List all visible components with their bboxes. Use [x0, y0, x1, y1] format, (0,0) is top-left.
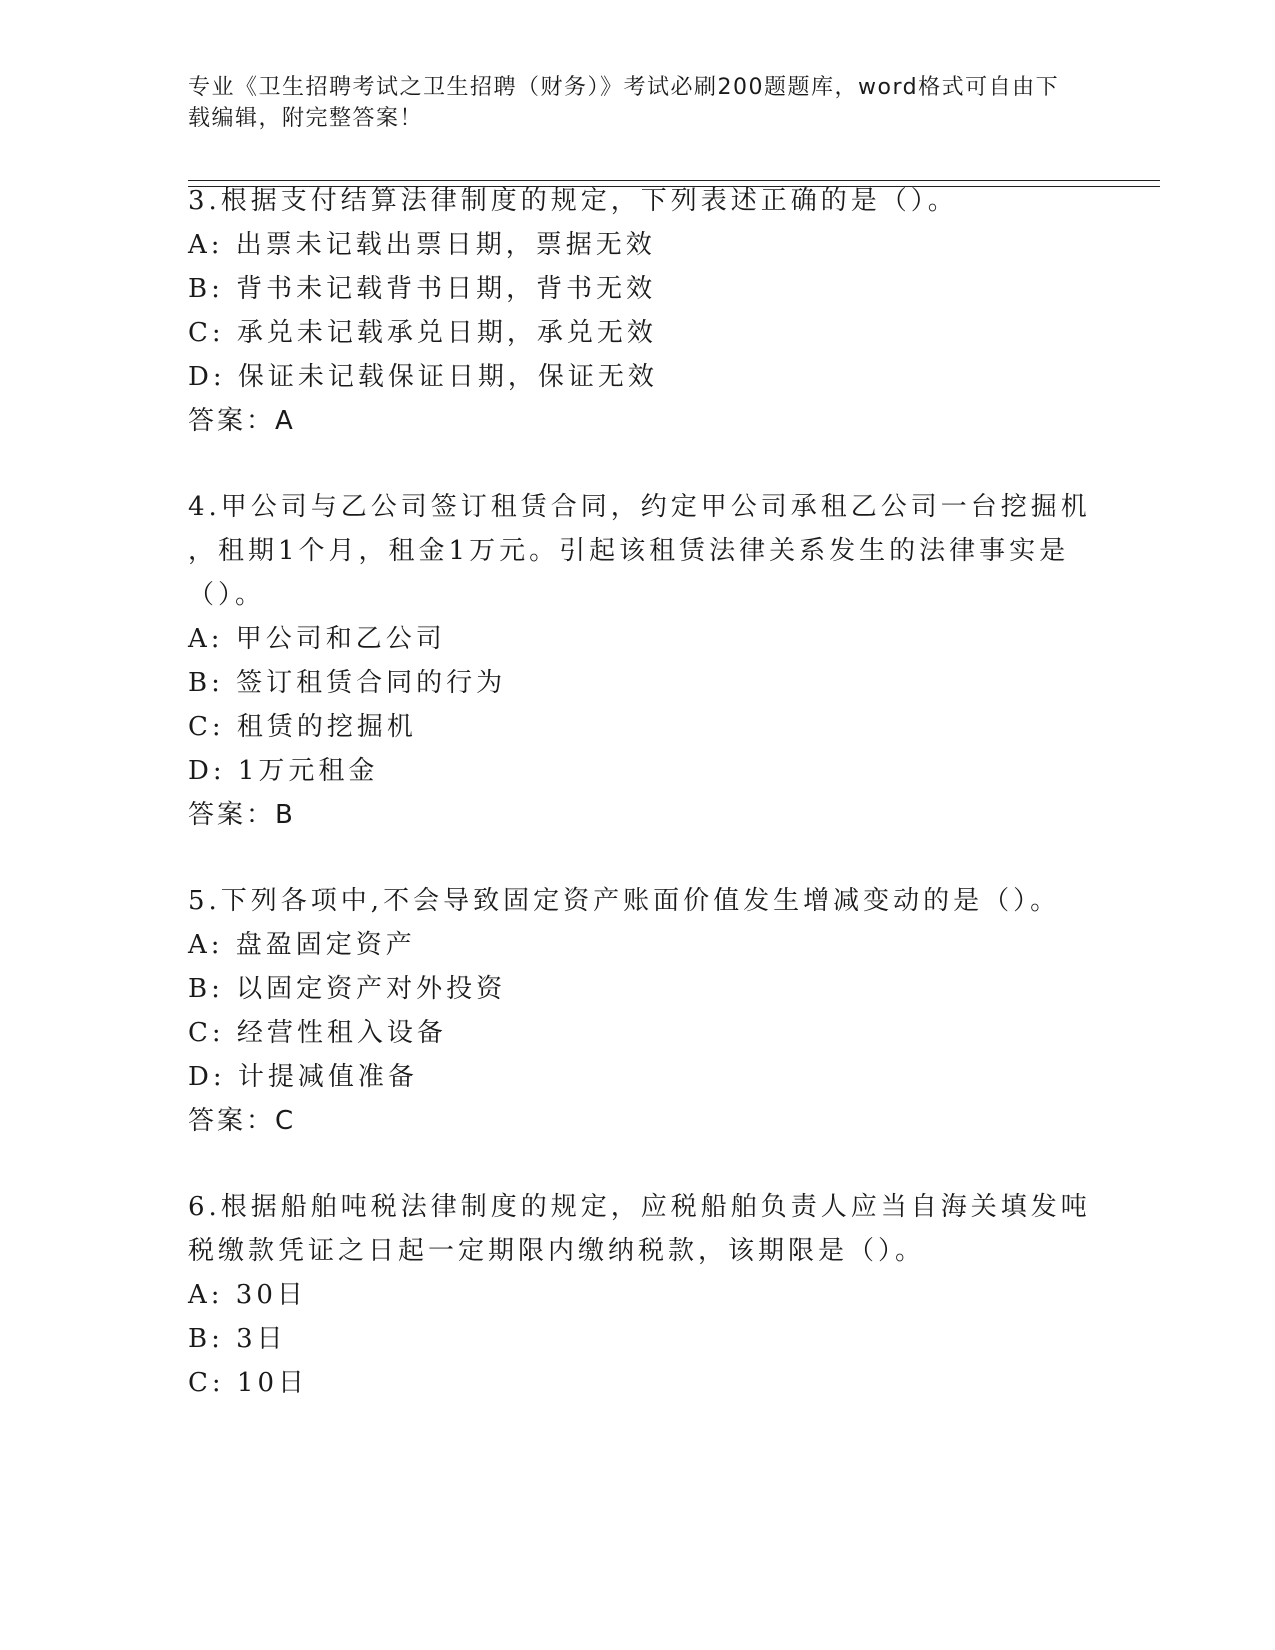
- question-5-option-a: A: 盘盈固定资产: [188, 930, 416, 960]
- question-5-answer: 答案：C: [188, 1106, 297, 1136]
- question-3-option-d: D: 保证未记载保证日期，保证无效: [188, 362, 658, 392]
- question-4-stem-line-3: （）。: [188, 580, 266, 610]
- question-3-answer: 答案：A: [188, 406, 296, 436]
- question-4-stem-line-2: ，租期1个月，租金1万元。引起该租赁法律关系发生的法律事实是: [188, 536, 1070, 566]
- question-3-option-b: B: 背书未记载背书日期，背书无效: [188, 274, 657, 304]
- question-4-option-d: D: 1万元租金: [188, 756, 379, 786]
- question-4-answer: 答案：B: [188, 800, 296, 830]
- question-5-option-c: C: 经营性租入设备: [188, 1018, 447, 1048]
- question-6-stem-line-1: 6.根据船舶吨税法律制度的规定，应税船舶负责人应当自海关填发吨: [188, 1192, 1091, 1222]
- question-4-option-a: A: 甲公司和乙公司: [188, 624, 446, 654]
- question-3-option-a: A: 出票未记载出票日期，票据无效: [188, 230, 656, 260]
- document-header: 专业《卫生招聘考试之卫生招聘（财务）》考试必刷200题题库，word格式可自由下载编辑，附完整答案！: [188, 75, 1060, 131]
- question-3-option-c: C: 承兑未记载承兑日期，承兑无效: [188, 318, 657, 348]
- question-6-stem-line-2: 税缴款凭证之日起一定期限内缴纳税款，该期限是（）。: [188, 1236, 926, 1266]
- question-6-option-a: A: 30日: [188, 1280, 307, 1310]
- question-4-option-b: B: 签订租赁合同的行为: [188, 668, 507, 698]
- question-6-option-b: B: 3日: [188, 1324, 287, 1354]
- question-5-option-b: B: 以固定资产对外投资: [188, 974, 507, 1004]
- question-4-option-c: C: 租赁的挖掘机: [188, 712, 417, 742]
- question-3-stem: 3.根据支付结算法律制度的规定，下列表述正确的是（）。: [188, 186, 958, 216]
- question-5-option-d: D: 计提减值准备: [188, 1062, 418, 1092]
- question-5-stem: 5.下列各项中,不会导致固定资产账面价值发生增减变动的是（）。: [188, 886, 1061, 916]
- question-6-option-c: C: 10日: [188, 1368, 309, 1398]
- question-4-stem-line-1: 4.甲公司与乙公司签订租赁合同，约定甲公司承租乙公司一台挖掘机: [188, 492, 1091, 522]
